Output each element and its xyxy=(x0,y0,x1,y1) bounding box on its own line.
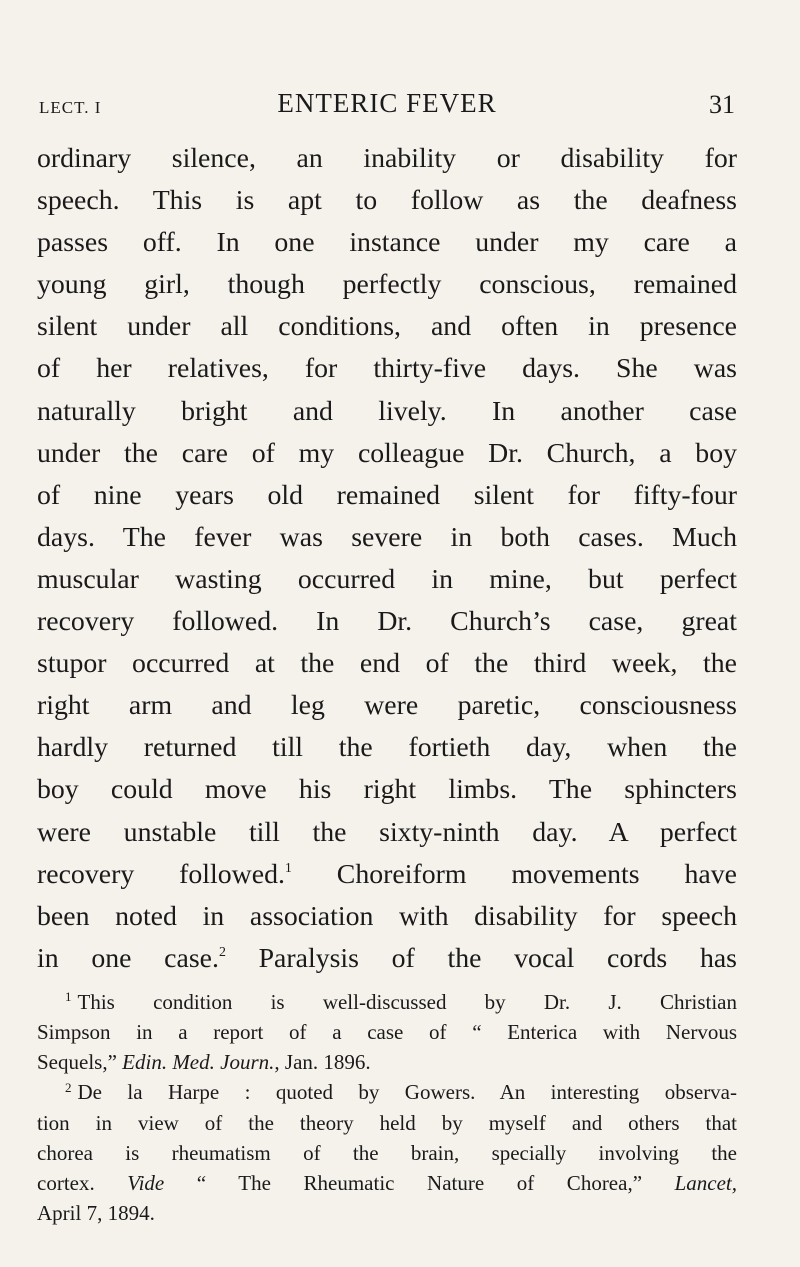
text-line: silent under all conditions, and often in presence xyxy=(37,311,737,343)
text-line: recovery followed. In Dr. Church’s case, great xyxy=(37,606,737,638)
text-line: were unstable till the sixty-ninth day. A perfect xyxy=(37,816,737,848)
footnote-1-line xyxy=(37,1047,737,1077)
journal-citation: Edin. Med. Journ. xyxy=(122,1050,275,1075)
footnote-2-line xyxy=(37,1077,737,1107)
body-text xyxy=(37,138,737,980)
footnote-text: cortex. xyxy=(37,1171,128,1196)
footnote-1-line xyxy=(37,987,737,1017)
text-line: stupor occurred at the end of the third week, the xyxy=(37,648,737,680)
book-page xyxy=(37,88,737,1229)
text-line xyxy=(37,938,737,980)
text-line: under the care of my colleague Dr. Church, a boy xyxy=(37,437,737,469)
text-segment: Paralysis of the vocal cords has xyxy=(225,942,738,974)
footnote-text: This condition is well-discussed by Dr. J. Christian xyxy=(77,989,737,1014)
footnote-2-mark: 2 xyxy=(65,1079,72,1095)
footnote-text: Sequels,” xyxy=(37,1050,123,1075)
text-line: right arm and leg were paretic, consciousness xyxy=(37,690,737,722)
running-head xyxy=(37,88,737,128)
chapter-title: ENTERIC FEVER xyxy=(277,88,497,118)
footnote-2-line: tion in view of the theory held by myself and others that xyxy=(37,1110,737,1135)
footnote-text: De la Harpe : quoted by Gowers. An interesting observa- xyxy=(77,1080,737,1105)
footnote-2-line: chorea is rheumatism of the brain, specially involving the xyxy=(37,1140,737,1165)
text-line: naturally bright and lively. In another case xyxy=(37,395,737,427)
text-line: speech. This is apt to follow as the deafness xyxy=(37,185,737,217)
page-number: 31 xyxy=(709,90,735,119)
footnote-ref-2: 2 xyxy=(218,944,226,960)
text-line: boy could move his right limbs. The sphincters xyxy=(37,774,737,806)
footnote-1-mark: 1 xyxy=(65,989,72,1005)
lecture-label: LECT. I xyxy=(39,98,102,117)
text-segment: in one case. xyxy=(37,942,219,974)
text-line: passes off. In one instance under my care a xyxy=(37,227,737,259)
journal-citation: Lancet, xyxy=(674,1171,737,1196)
text-segment: recovery followed. xyxy=(37,858,285,890)
footnote-text: , Jan. 1896. xyxy=(274,1050,371,1075)
footnote-ref-1: 1 xyxy=(284,860,292,876)
footnotes xyxy=(37,987,737,1229)
text-line: muscular wasting occurred in mine, but perfect xyxy=(37,563,737,595)
text-segment: Choreiform movements have xyxy=(291,858,737,890)
text-line: of nine years old remained silent for fifty-four xyxy=(37,479,737,511)
footnote-2-line xyxy=(37,1168,737,1198)
footnote-1-line: Simpson in a report of a case of “ Enterica with Nervous xyxy=(37,1020,737,1045)
text-line: young girl, though perfectly conscious, remained xyxy=(37,269,737,301)
text-line: ordinary silence, an inability or disability for xyxy=(37,143,737,174)
text-line: hardly returned till the fortieth day, when the xyxy=(37,732,737,764)
text-line: been noted in association with disability for speech xyxy=(37,900,737,932)
footnote-text: “ The Rheumatic Nature of Chorea,” xyxy=(164,1171,675,1196)
text-line: days. The fever was severe in both cases. Much xyxy=(37,521,737,553)
text-line xyxy=(37,854,737,896)
footnote-2-line: April 7, 1894. xyxy=(37,1201,155,1226)
text-line: of her relatives, for thirty-five days. She was xyxy=(37,353,737,385)
vide-word: Vide xyxy=(127,1171,165,1196)
